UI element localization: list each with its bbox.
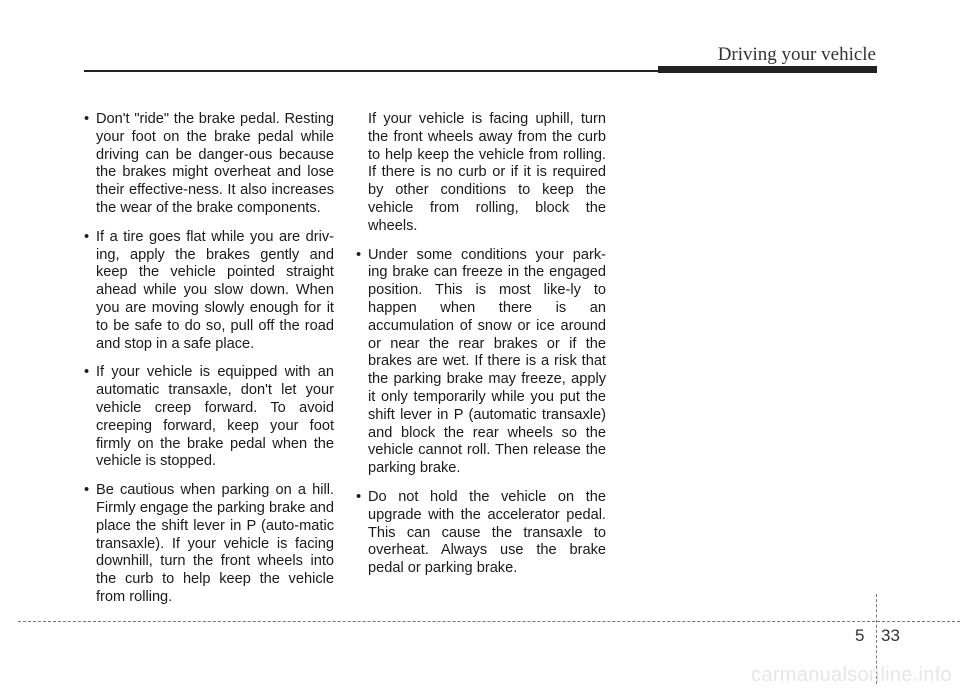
continuation-paragraph: If your vehicle is facing uphill, turn the front wheels away from the curb to help keep the vehicle from rolling. If there is no curb or if it is required by other conditions to keep the vehicle from rolling, block the wheels. bbox=[368, 111, 606, 234]
chapter-number: 5 bbox=[855, 626, 865, 645]
page-number: 33 bbox=[881, 626, 900, 645]
bullet-icon: • bbox=[84, 111, 90, 127]
header-title: Driving your vehicle bbox=[717, 44, 876, 65]
list-item bbox=[82, 111, 334, 218]
bullet-icon: • bbox=[84, 482, 90, 499]
list-item-text: If a tire goes flat while you are driv-ing, apply the brakes gently and keep the vehicle pointed straight ahead while you slow down. When you are moving slowly enough for it to be safe to do so, pull off the road and stop in a safe place. bbox=[96, 228, 334, 352]
list-item-text: Under some conditions your park-ing brake can freeze in the engaged position. This is most like-ly to happen when there is an accumulation of snow or ice around or near the rear brakes or if the brakes are wet. If there is a risk that the parking brake may freeze, apply it only temporarily while you put the shift lever in P (automatic transaxle) and block the rear wheels so the vehicle cannot roll. Then release the parking brake. bbox=[368, 246, 606, 477]
list-item-text: Do not hold the vehicle on the upgrade with the accelerator pedal. This can cause the transaxle to overheat. Always use the brake pedal or parking brake. bbox=[368, 488, 606, 577]
right-column bbox=[354, 111, 606, 589]
list-item bbox=[354, 247, 606, 478]
list-item bbox=[354, 489, 606, 578]
bullet-icon: • bbox=[356, 488, 362, 505]
list-item bbox=[82, 364, 334, 471]
header-rule-thick bbox=[658, 66, 877, 73]
left-column bbox=[82, 111, 334, 618]
bullet-icon: • bbox=[84, 228, 90, 245]
bullet-icon: • bbox=[84, 364, 90, 381]
list-item bbox=[82, 482, 334, 607]
list-item bbox=[82, 229, 334, 354]
watermark: carmanualsonline.info bbox=[751, 664, 952, 686]
list-item-text: If your vehicle is equipped with an automatic transaxle, don't let your vehicle creep forward. To avoid creeping forward, keep your foot firmly on the brake pedal when the vehicle is stopped. bbox=[96, 364, 334, 470]
left-bullet-list bbox=[82, 111, 334, 607]
list-item-text: Don't "ride" the brake pedal. Resting your foot on the brake pedal while driving can be danger-ous because the brakes might overheat and lose their effective-ness. It also increases the wear of the brake components. bbox=[96, 111, 334, 216]
footer-divider-line bbox=[18, 621, 960, 622]
header-rule-thin bbox=[84, 70, 664, 72]
list-item-text: Be cautious when parking on a hill. Firmly engage the parking brake and place the shift lever in P (auto-matic transaxle). If your vehicle is facing downhill, turn the front wheels into the curb to help keep the vehicle from rolling. bbox=[96, 482, 334, 605]
bullet-icon: • bbox=[356, 246, 362, 263]
right-bullet-list bbox=[354, 247, 606, 578]
